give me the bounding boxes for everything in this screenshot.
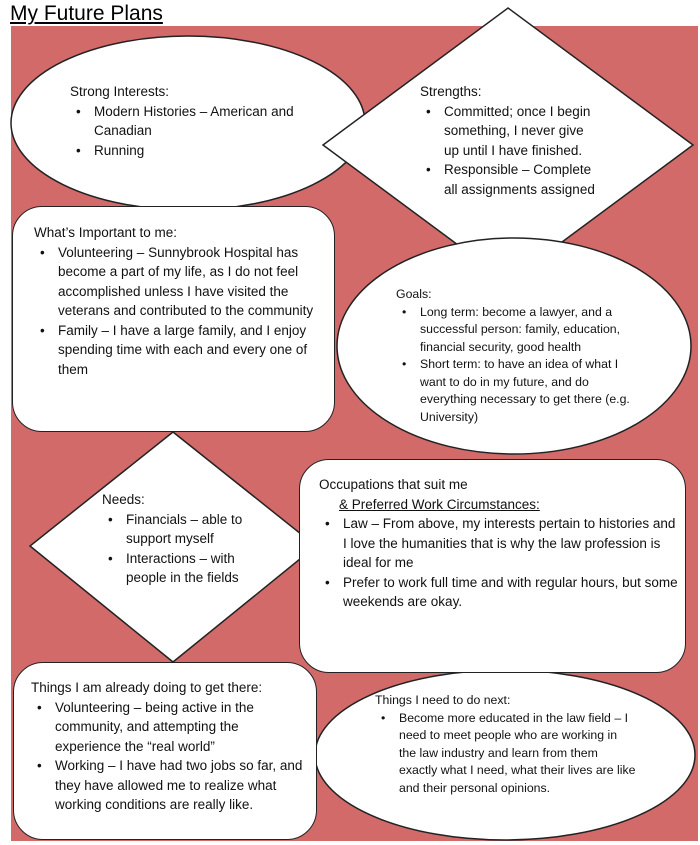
list-item: • Short term: to have an idea of what I want to do in my future, and do everything necessary to get there (e.g. University)	[396, 356, 646, 426]
list-item: • Prefer to work full time and with regular hours, but some weekends are okay.	[319, 573, 681, 612]
page-title: My Future Plans	[10, 2, 163, 25]
list-item: • Responsible – Complete all assignments assigned	[420, 160, 600, 199]
next-section	[375, 692, 637, 797]
needs-heading: Needs:	[102, 492, 145, 507]
list-item: • Become more educated in the law field – I need to meet people who are working in the law industry and learn from them exactly what I need, what their lives are like and their personal opinions.	[375, 710, 637, 798]
list-item: • Interactions – with people in the fields	[102, 549, 272, 588]
list-item: • Family – I have a large family, and I enjoy spending time with each and every one of them	[34, 321, 326, 380]
list-item: • Volunteering – being active in the community, and attempting the experience the “real world”	[31, 698, 306, 757]
list-item: • Working – I have had two jobs so far, and they have allowed me to realize what working conditions are really like.	[31, 756, 306, 815]
goals-section	[396, 286, 646, 426]
list-item: • Modern Histories – American and Canadian	[70, 102, 295, 141]
list-item: • Volunteering – Sunnybrook Hospital has become a part of my life, as I do not feel accomplished unless I have visited the veterans and contributed to the community	[34, 243, 326, 321]
list-item: • Long term: become a lawyer, and a successful person: family, education, financial security, good health	[396, 304, 646, 357]
list-item: • Committed; once I begin something, I never give up until I have finished.	[420, 102, 600, 161]
occupations-heading-line1: Occupations that suit me	[319, 477, 468, 492]
occupations-heading-line2: & Preferred Work Circumstances:	[339, 496, 540, 512]
needs-section	[102, 490, 272, 588]
strengths-heading: Strengths:	[420, 84, 482, 99]
doing-section	[31, 678, 306, 815]
list-item: • Law – From above, my interests pertain to histories and I love the humanities that is why the law profession is ideal for me	[319, 514, 681, 573]
occupations-section	[319, 475, 681, 612]
interests-section	[70, 82, 295, 160]
list-item: • Financials – able to support myself	[102, 510, 272, 549]
interests-heading: Strong Interests:	[70, 84, 170, 99]
important-heading: What’s Important to me:	[34, 225, 178, 240]
strengths-section	[420, 82, 600, 199]
list-item: • Running	[70, 141, 295, 161]
doing-heading: Things I am already doing to get there:	[31, 680, 263, 695]
next-heading: Things I need to do next:	[375, 693, 511, 707]
important-section	[34, 223, 326, 379]
goals-heading: Goals:	[396, 287, 432, 301]
